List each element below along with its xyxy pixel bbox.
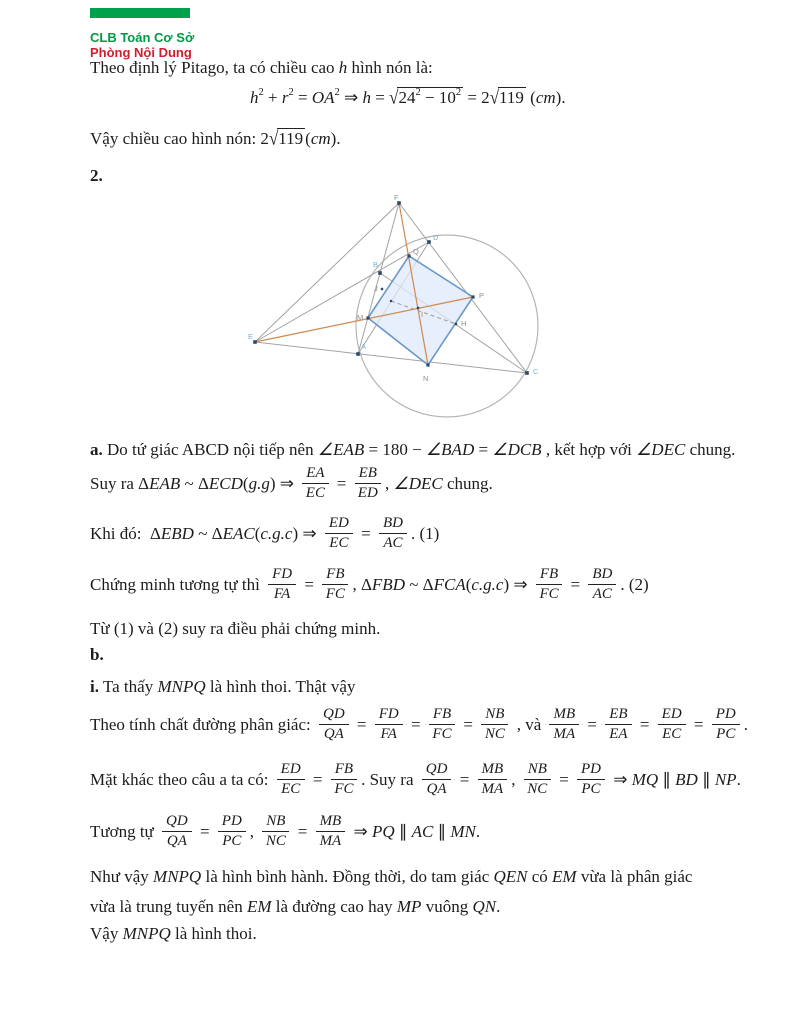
- point-aux: [390, 300, 392, 302]
- text-line-tuongtu: Tương tự $\frac{QD}{QA}$ = $\frac{PD}{PC}$ , $\frac{NB}{NC}$ = $\frac{MB}{MA}$ ⇒ PQ ∥ AC ∥ MN.: [90, 813, 481, 849]
- point-label-B: B: [373, 260, 379, 269]
- point-label-N: N: [423, 374, 429, 383]
- point-label-E: E: [248, 332, 254, 341]
- point-E: [253, 340, 257, 344]
- point-C: [525, 371, 529, 375]
- org-title: CLB Toán Cơ Sở: [90, 30, 195, 45]
- point-B: [378, 271, 382, 275]
- section-heading-2: 2.: [90, 166, 103, 185]
- text-line-tu: Từ (1) và (2) suy ra điều phải chứng minh.: [90, 619, 381, 638]
- point-label-P: P: [479, 291, 485, 300]
- text-line-khido: Khi đó: ΔEBD ~ ΔEAC(c.g.c) ⇒ $\frac{ED}{EC}$ = $\frac{BD}{AC}$ . (1): [90, 515, 440, 551]
- point-N: [426, 363, 429, 366]
- green-banner: [90, 8, 190, 18]
- text-line-nhuvay1: Như vậy MNPQ là hình bình hành. Đồng thời, do tam giác QEN có EM vừa là phân giác: [90, 867, 693, 886]
- point-label-D: D: [433, 233, 439, 242]
- text-line-i: i. Ta thấy MNPQ là hình thoi. Thật vậy: [90, 677, 356, 696]
- point-Q: [407, 254, 410, 257]
- point-H: [455, 323, 457, 325]
- point-label-Q: Q: [413, 247, 419, 256]
- point-label-I: I: [421, 310, 424, 319]
- point-A: [356, 352, 360, 356]
- section-heading-b: b.: [90, 645, 104, 664]
- point-J: [381, 288, 383, 290]
- text-line-nhuvay2: vừa là trung tuyến nên EM là đường cao hay MP vuông QN.: [90, 897, 501, 916]
- point-P: [471, 295, 474, 298]
- point-label-A: A: [361, 342, 367, 351]
- point-M: [366, 316, 369, 319]
- text-line-matkhac: Mặt khác theo câu a ta có: $\frac{ED}{EC}$ = $\frac{FB}{FC}$ . Suy ra $\frac{QD}{QA}$ = $\frac{MB}{MA}$ , $\frac{NB}{NC}$ = $\frac{PD}{PC}$ ⇒ MQ ∥ BD ∥ NP.: [90, 761, 741, 797]
- line-EAC: [255, 342, 527, 373]
- text-line-theo: Theo tính chất đường phân giác: $\frac{QD}{QA}$ = $\frac{FD}{FA}$ = $\frac{FB}{FC}$ = $\frac{NB}{NC}$ , và $\frac{MB}{MA}$ = $\frac{EB}{EA}$ = $\frac{ED}{EC}$ = $\frac{PD}{PC}$ .: [90, 706, 749, 742]
- text-line-chungminh: Chứng minh tương tự thì $\frac{FD}{FA}$ = $\frac{FB}{FC}$ , ΔFBD ~ ΔFCA(c.g.c) ⇒ $\frac{FB}{FC}$ = $\frac{BD}{AC}$ . (2): [90, 566, 649, 602]
- point-D: [427, 240, 431, 244]
- point-label-J: J: [374, 284, 378, 293]
- text-line-intro: Theo định lý Pitago, ta có chiều cao h hình nón là:: [90, 58, 433, 77]
- point-label-M: M: [357, 313, 364, 322]
- text-line-suyra: Suy ra ΔEAB ~ ΔECD(g.g) ⇒ $\frac{EA}{EC}$ = $\frac{EB}{ED}$ , ∠DEC chung.: [90, 465, 493, 501]
- dept-title: Phòng Nội Dung: [90, 45, 192, 60]
- point-label-C: C: [533, 367, 539, 376]
- text-line-a: a. Do tứ giác ABCD nội tiếp nên ∠EAB = 180 − ∠BAD = ∠DCB , kết hợp với ∠DEC chung.: [90, 440, 736, 459]
- geometry-diagram: [230, 188, 570, 435]
- point-I: [417, 307, 419, 309]
- text-line-conclusion: Vậy chiều cao hình nón: 2√119 (cm).: [90, 127, 341, 150]
- point-label-F: F: [394, 193, 399, 202]
- text-line-vay: Vậy MNPQ là hình thoi.: [90, 924, 257, 943]
- point-label-H: H: [461, 319, 467, 328]
- formula-pythagoras: $h^2 + r^2 = OA^2$ ⇒ $h = √24^2 - 10^2 = 2√119$ (cm).: [250, 86, 566, 109]
